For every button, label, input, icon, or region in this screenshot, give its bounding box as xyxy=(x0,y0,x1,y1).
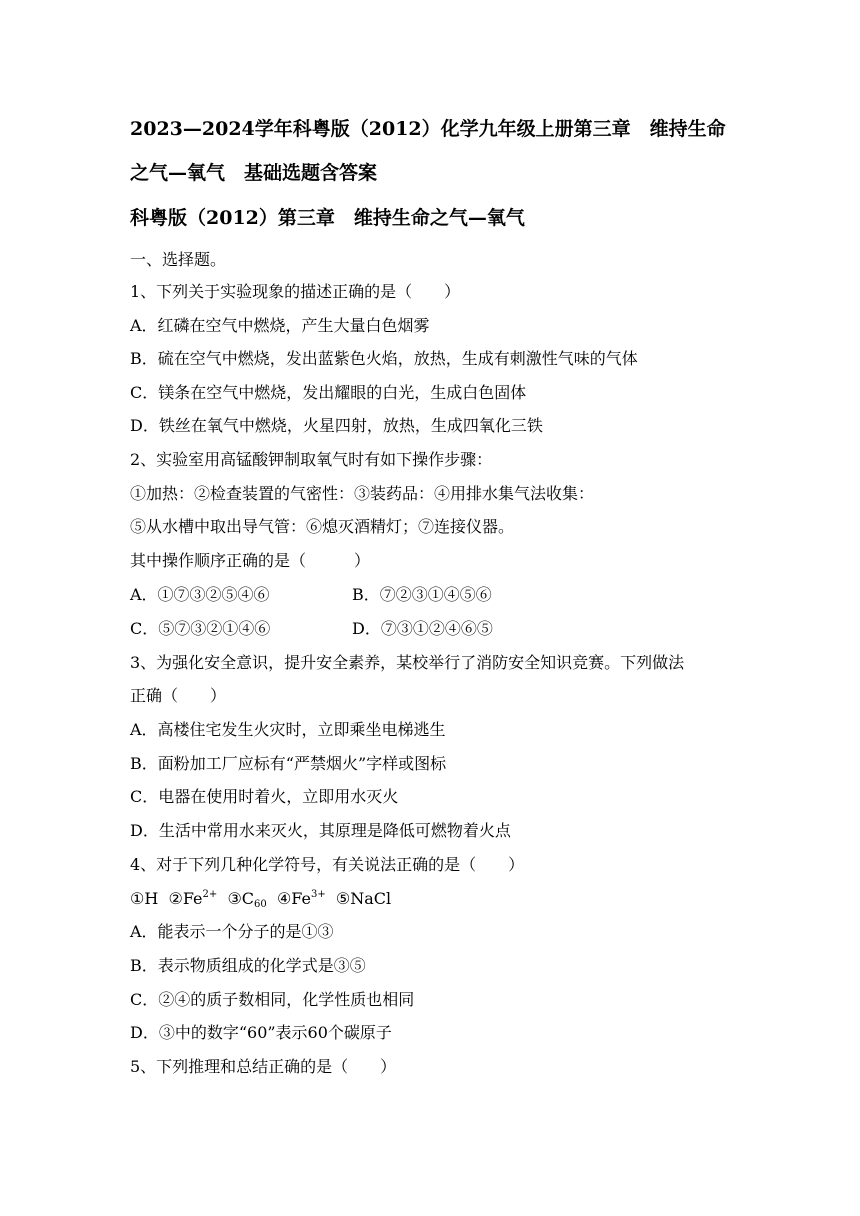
question-2-option-row2 xyxy=(130,619,493,639)
question-5-stem: 5、下列推理和总结正确的是（ ） xyxy=(130,1057,397,1076)
symbol-nacl: ⑤NaCl xyxy=(335,889,392,908)
question-3-option-a: A．高楼住宅发生火灾时，立即乘坐电梯逃生 xyxy=(130,720,446,739)
question-2-stem: 2、实验室用高锰酸钾制取氧气时有如下操作步骤： xyxy=(130,450,493,469)
symbol-fe3 xyxy=(277,889,326,908)
question-3-stem-line2: 正确（ ） xyxy=(130,686,227,705)
symbol-fe3-charge: 3+ xyxy=(310,889,326,900)
section-heading: 一、选择题。 xyxy=(130,250,227,269)
symbol-fe3-base: ④Fe xyxy=(276,889,311,908)
document-title-line2: 之气—氧气 基础选题含答案 xyxy=(130,162,378,184)
question-4-option-d: D．③中的数字“60”表示60个碳原子 xyxy=(130,1023,392,1042)
symbol-c60 xyxy=(227,889,266,908)
document-title-line1: 2023—2024学年科粤版（2012）化学九年级上册第三章 维持生命 xyxy=(130,118,726,140)
chapter-subtitle: 科粤版（2012）第三章 维持生命之气—氧气 xyxy=(130,207,525,229)
symbol-c60-subscript: 60 xyxy=(254,899,267,910)
question-1-option-d: D．铁丝在氧气中燃烧，火星四射，放热，生成四氧化三铁 xyxy=(130,416,543,435)
symbol-c60-base: ③C xyxy=(227,889,255,908)
symbol-fe2 xyxy=(168,889,217,908)
question-4-option-b: B．表示物质组成的化学式是③⑤ xyxy=(130,956,366,975)
question-2-option-b: B．⑦②③①④⑤⑥ xyxy=(352,585,492,604)
question-3-stem-line1: 3、为强化安全意识，提升安全素养，某校举行了消防安全知识竞赛。下列做法 xyxy=(130,653,685,672)
question-4-symbols xyxy=(130,889,391,909)
question-4-option-c: C．②④的质子数相同，化学性质也相同 xyxy=(130,990,415,1009)
question-2-option-c: C．⑤⑦③②①④⑥ xyxy=(130,619,271,638)
question-2-option-d: D．⑦③①②④⑥⑤ xyxy=(352,619,493,638)
question-4-stem: 4、对于下列几种化学符号，有关说法正确的是（ ） xyxy=(130,855,525,874)
question-3-option-d: D．生活中常用水来灭火，其原理是降低可燃物着火点 xyxy=(130,821,511,840)
question-2-steps-line1: ①加热：②检查装置的气密性：③装药品：④用排水集气法收集： xyxy=(130,484,595,503)
question-1-stem: 1、下列关于实验现象的描述正确的是（ ） xyxy=(130,282,461,301)
question-4-option-a: A．能表示一个分子的是①③ xyxy=(130,922,334,941)
symbol-fe2-base: ②Fe xyxy=(168,889,203,908)
question-3-option-c: C．电器在使用时着火，立即用水灭火 xyxy=(130,787,399,806)
question-1-option-a: A．红磷在空气中燃烧，产生大量白色烟雾 xyxy=(130,316,430,335)
question-3-option-b: B．面粉加工厂应标有“严禁烟火”字样或图标 xyxy=(130,754,447,773)
question-2-ask: 其中操作顺序正确的是（ ） xyxy=(130,551,371,570)
symbol-h: ①H xyxy=(130,889,159,908)
symbol-fe2-charge: 2+ xyxy=(202,889,218,900)
question-2-option-a: A．①⑦③②⑤④⑥ xyxy=(130,585,270,604)
question-1-option-b: B．硫在空气中燃烧，发出蓝紫色火焰，放热，生成有刺激性气味的气体 xyxy=(130,349,638,368)
question-1-option-c: C．镁条在空气中燃烧，发出耀眼的白光，生成白色固体 xyxy=(130,383,527,402)
question-2-option-row1 xyxy=(130,585,492,605)
question-2-steps-line2: ⑤从水槽中取出导气管：⑥熄灭酒精灯；⑦连接仪器。 xyxy=(130,517,515,536)
